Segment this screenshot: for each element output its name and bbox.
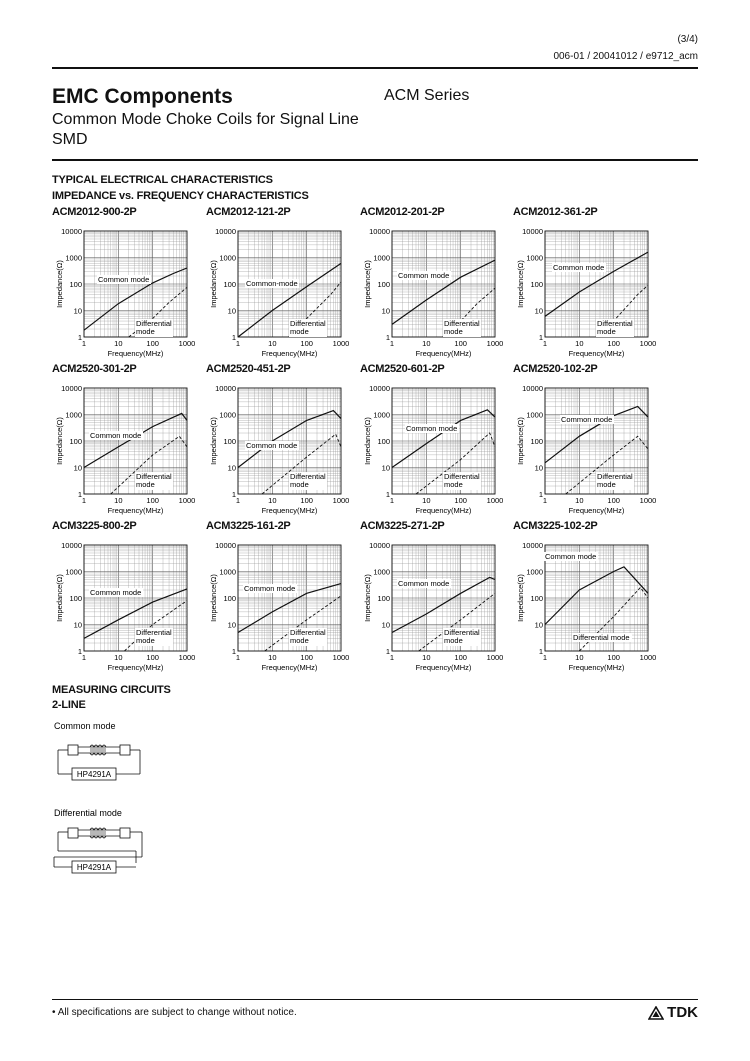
- x-tick-label: 10: [114, 496, 123, 505]
- x-tick-label: 1000: [639, 496, 657, 505]
- y-tick-label: 100: [377, 594, 390, 603]
- x-axis-label: Frequency(MHz): [568, 506, 625, 515]
- x-tick-label: 10: [575, 653, 584, 662]
- y-tick-label: 1: [231, 490, 236, 499]
- y-tick-label: 1: [385, 490, 390, 499]
- impedance-chart: [206, 365, 356, 515]
- differential-mode-label: Differential: [290, 472, 326, 481]
- chart-title: ACM2520-601-2P: [360, 363, 445, 375]
- chart-title: ACM2012-121-2P: [206, 206, 291, 218]
- y-axis-label: Impedance(Ω): [516, 574, 525, 622]
- x-tick-label: 1000: [178, 339, 196, 348]
- x-tick-label: 1: [235, 496, 241, 505]
- y-tick-label: 10000: [369, 227, 390, 236]
- chart-title: ACM2520-301-2P: [52, 363, 137, 375]
- x-axis-label: Frequency(MHz): [107, 349, 164, 358]
- y-tick-label: 10: [381, 463, 390, 473]
- chart-title: ACM2012-900-2P: [52, 206, 137, 218]
- y-axis-label: Impedance(Ω): [55, 417, 64, 465]
- y-tick-label: 10: [73, 306, 82, 316]
- x-tick-label: 1000: [332, 339, 350, 348]
- connector-left: [68, 745, 78, 755]
- y-tick-label: 1000: [65, 567, 82, 577]
- y-tick-label: 1: [231, 333, 236, 342]
- x-tick-label: 100: [454, 653, 467, 662]
- y-tick-label: 10: [534, 306, 543, 316]
- y-tick-label: 1: [385, 333, 390, 342]
- tdk-logo-icon: [648, 1006, 664, 1020]
- y-tick-label: 1000: [65, 410, 82, 420]
- x-tick-label: 1000: [332, 653, 350, 662]
- x-tick-label: 100: [300, 496, 313, 505]
- x-tick-label: 100: [146, 496, 159, 505]
- chart-title: ACM2520-451-2P: [206, 363, 291, 375]
- differential-mode-label: Differential: [444, 472, 480, 481]
- y-tick-label: 10: [534, 463, 543, 473]
- common-mode-label: Common mode: [98, 275, 150, 284]
- chart-title: ACM2520-102-2P: [513, 363, 598, 375]
- differential-mode-label-2: mode: [136, 480, 155, 489]
- common-mode-label: Common mode: [244, 584, 296, 593]
- x-tick-label: 1000: [178, 496, 196, 505]
- x-axis-label: Frequency(MHz): [415, 349, 472, 358]
- subtitle-line-1: Common Mode Choke Coils for Signal Line: [52, 111, 359, 128]
- section-impedance-heading: IMPEDANCE vs. FREQUENCY CHARACTERISTICS: [52, 190, 309, 202]
- x-axis-label: Frequency(MHz): [107, 506, 164, 515]
- x-tick-label: 1000: [486, 339, 504, 348]
- y-tick-label: 1000: [219, 253, 236, 263]
- x-tick-label: 100: [300, 339, 313, 348]
- y-tick-label: 10000: [215, 384, 236, 393]
- y-tick-label: 10000: [215, 541, 236, 550]
- differential-mode-label-2: mode: [290, 327, 309, 336]
- common-mode-label: Common mode: [246, 441, 298, 450]
- x-axis-label: Frequency(MHz): [261, 663, 318, 672]
- y-tick-label: 10000: [522, 227, 543, 236]
- x-tick-label: 10: [575, 496, 584, 505]
- common-mode-label: Common mode: [90, 588, 142, 597]
- series-name: ACM Series: [384, 87, 470, 104]
- y-tick-label: 100: [530, 280, 543, 289]
- impedance-chart: [360, 522, 510, 672]
- y-tick-label: 1: [538, 333, 543, 342]
- instrument-label: HP4291A: [76, 863, 112, 872]
- y-tick-label: 1000: [373, 567, 390, 577]
- x-tick-label: 100: [146, 653, 159, 662]
- y-tick-label: 1000: [219, 567, 236, 577]
- connector-left: [68, 828, 78, 838]
- impedance-chart: [360, 208, 510, 358]
- x-tick-label: 1: [389, 653, 395, 662]
- x-axis-label: Frequency(MHz): [261, 506, 318, 515]
- x-tick-label: 100: [607, 339, 620, 348]
- differential-mode-label: Differential: [136, 319, 172, 328]
- x-tick-label: 1: [235, 339, 241, 348]
- y-tick-label: 100: [69, 594, 82, 603]
- differential-mode-circuit-diagram: [52, 805, 162, 877]
- common-mode-label: Common mode: [398, 271, 450, 280]
- y-tick-label: 100: [223, 594, 236, 603]
- y-tick-label: 100: [223, 437, 236, 446]
- y-tick-label: 1: [538, 490, 543, 499]
- y-axis-label: Impedance(Ω): [55, 574, 64, 622]
- y-tick-label: 1: [77, 647, 82, 656]
- x-axis-label: Frequency(MHz): [568, 663, 625, 672]
- connector-right: [120, 745, 130, 755]
- y-tick-label: 1000: [526, 410, 543, 420]
- differential-mode-label: Differential: [444, 628, 480, 637]
- chart-title: ACM3225-271-2P: [360, 520, 445, 532]
- differential-mode-label-2: mode: [290, 480, 309, 489]
- document-id: 006-01 / 20041012 / e9712_acm: [553, 51, 698, 62]
- x-tick-label: 10: [268, 496, 277, 505]
- tdk-logo: [648, 1004, 698, 1021]
- x-axis-label: Frequency(MHz): [415, 506, 472, 515]
- x-tick-label: 1: [389, 339, 395, 348]
- x-tick-label: 100: [607, 653, 620, 662]
- common-mode-label: Common mode: [545, 552, 597, 561]
- section-typical-heading: TYPICAL ELECTRICAL CHARACTERISTICS: [52, 174, 273, 186]
- differential-mode-label: Differential: [444, 319, 480, 328]
- differential-mode-label-2: mode: [597, 327, 616, 336]
- y-tick-label: 1000: [526, 567, 543, 577]
- x-tick-label: 100: [607, 496, 620, 505]
- x-tick-label: 1000: [332, 496, 350, 505]
- x-tick-label: 10: [422, 653, 431, 662]
- differential-mode-label: Differential: [597, 319, 633, 328]
- y-tick-label: 1000: [373, 410, 390, 420]
- instrument-label: HP4291A: [76, 770, 112, 779]
- y-tick-label: 1000: [373, 253, 390, 263]
- y-tick-label: 10: [227, 620, 236, 630]
- y-tick-label: 1000: [526, 253, 543, 263]
- two-line-heading: 2-LINE: [52, 699, 86, 711]
- y-tick-label: 1: [77, 333, 82, 342]
- page-title: EMC Components: [52, 85, 233, 108]
- differential-mode-label: Differential: [290, 628, 326, 637]
- x-tick-label: 10: [114, 653, 123, 662]
- x-tick-label: 1: [235, 653, 241, 662]
- x-tick-label: 100: [146, 339, 159, 348]
- differential-mode-label: Differential: [290, 319, 326, 328]
- differential-mode-label-2: mode: [444, 327, 463, 336]
- y-tick-label: 100: [377, 437, 390, 446]
- header-rule: [52, 67, 698, 69]
- impedance-chart: [513, 208, 663, 358]
- chart-title: ACM3225-800-2P: [52, 520, 137, 532]
- x-tick-label: 10: [114, 339, 123, 348]
- x-tick-label: 1000: [486, 653, 504, 662]
- x-tick-label: 10: [422, 496, 431, 505]
- y-axis-label: Impedance(Ω): [363, 574, 372, 622]
- x-tick-label: 1: [542, 653, 548, 662]
- impedance-chart: [513, 522, 663, 672]
- footer-rule: [52, 999, 698, 1000]
- y-tick-label: 10000: [61, 541, 82, 550]
- common-mode-label: Common mode: [398, 579, 450, 588]
- chart-title: ACM2012-201-2P: [360, 206, 445, 218]
- y-tick-label: 1000: [219, 410, 236, 420]
- x-tick-label: 10: [268, 653, 277, 662]
- differential-mode-label-2: mode: [136, 636, 155, 645]
- impedance-chart: [360, 365, 510, 515]
- differential-mode-label: Differential: [597, 472, 633, 481]
- x-tick-label: 10: [575, 339, 584, 348]
- y-tick-label: 100: [530, 437, 543, 446]
- x-tick-label: 1000: [178, 653, 196, 662]
- common-mode-label: Common-mode: [246, 279, 298, 288]
- differential-mode-label-2: mode: [597, 480, 616, 489]
- impedance-chart: [52, 365, 202, 515]
- chart-title: ACM2012-361-2P: [513, 206, 598, 218]
- y-tick-label: 10000: [369, 384, 390, 393]
- x-tick-label: 100: [454, 339, 467, 348]
- x-tick-label: 1: [542, 339, 548, 348]
- y-tick-label: 10: [381, 306, 390, 316]
- x-axis-label: Frequency(MHz): [568, 349, 625, 358]
- y-tick-label: 10: [381, 620, 390, 630]
- x-tick-label: 1000: [486, 496, 504, 505]
- x-axis-label: Frequency(MHz): [261, 349, 318, 358]
- choke-coil-icon: [90, 828, 106, 838]
- subtitle-line-2: SMD: [52, 131, 88, 148]
- y-axis-label: Impedance(Ω): [363, 260, 372, 308]
- x-tick-label: 1000: [639, 653, 657, 662]
- chart-title: ACM3225-102-2P: [513, 520, 598, 532]
- y-tick-label: 10: [534, 620, 543, 630]
- differential-mode-label-2: mode: [290, 636, 309, 645]
- y-tick-label: 10000: [215, 227, 236, 236]
- y-tick-label: 100: [223, 280, 236, 289]
- common-mode-label: Common mode: [406, 424, 458, 433]
- y-tick-label: 10000: [522, 541, 543, 550]
- impedance-chart: [52, 208, 202, 358]
- x-tick-label: 1: [81, 653, 87, 662]
- impedance-chart: [52, 522, 202, 672]
- differential-mode-label-2: mode: [444, 480, 463, 489]
- y-tick-label: 10000: [61, 384, 82, 393]
- common-mode-circuit-diagram: [52, 718, 162, 788]
- x-tick-label: 10: [422, 339, 431, 348]
- differential-mode-circuit-label: Differential mode: [54, 808, 122, 818]
- y-axis-label: Impedance(Ω): [516, 417, 525, 465]
- x-tick-label: 1000: [639, 339, 657, 348]
- x-tick-label: 10: [268, 339, 277, 348]
- tdk-logo-text: TDK: [667, 1004, 698, 1021]
- y-axis-label: Impedance(Ω): [209, 260, 218, 308]
- y-tick-label: 100: [69, 437, 82, 446]
- y-axis-label: Impedance(Ω): [363, 417, 372, 465]
- y-tick-label: 1000: [65, 253, 82, 263]
- x-tick-label: 1: [81, 339, 87, 348]
- common-mode-series-line: [238, 411, 341, 468]
- y-tick-label: 10000: [522, 384, 543, 393]
- y-axis-label: Impedance(Ω): [55, 260, 64, 308]
- section-rule: [52, 159, 698, 161]
- y-tick-label: 10: [73, 620, 82, 630]
- y-tick-label: 1: [538, 647, 543, 656]
- y-tick-label: 10: [227, 463, 236, 473]
- y-axis-label: Impedance(Ω): [516, 260, 525, 308]
- y-tick-label: 10: [227, 306, 236, 316]
- y-axis-label: Impedance(Ω): [209, 574, 218, 622]
- common-mode-label: Common mode: [90, 431, 142, 440]
- page-subtitle: [52, 110, 359, 150]
- differential-mode-label-2: mode: [136, 327, 155, 336]
- x-tick-label: 1: [542, 496, 548, 505]
- footer-note: • All specifications are subject to change without notice.: [52, 1007, 297, 1018]
- differential-mode-label: Differential: [136, 472, 172, 481]
- y-axis-label: Impedance(Ω): [209, 417, 218, 465]
- differential-mode-label: Differential: [136, 628, 172, 637]
- impedance-chart: [206, 208, 356, 358]
- y-tick-label: 10000: [61, 227, 82, 236]
- measuring-circuits-heading: MEASURING CIRCUITS: [52, 684, 171, 696]
- impedance-chart: [206, 522, 356, 672]
- y-tick-label: 1: [385, 647, 390, 656]
- y-tick-label: 1: [77, 490, 82, 499]
- x-tick-label: 100: [454, 496, 467, 505]
- x-axis-label: Frequency(MHz): [107, 663, 164, 672]
- x-tick-label: 1: [389, 496, 395, 505]
- common-mode-label: Common mode: [553, 263, 605, 272]
- differential-mode-label: Differential mode: [573, 633, 630, 642]
- connector-right: [120, 828, 130, 838]
- y-tick-label: 10: [73, 463, 82, 473]
- page-number: (3/4): [677, 34, 698, 45]
- y-tick-label: 100: [530, 594, 543, 603]
- y-tick-label: 100: [69, 280, 82, 289]
- x-tick-label: 1: [81, 496, 87, 505]
- x-axis-label: Frequency(MHz): [415, 663, 472, 672]
- x-tick-label: 100: [300, 653, 313, 662]
- y-tick-label: 10000: [369, 541, 390, 550]
- differential-mode-label-2: mode: [444, 636, 463, 645]
- common-mode-circuit-label: Common mode: [54, 721, 116, 731]
- impedance-chart: [513, 365, 663, 515]
- y-tick-label: 1: [231, 647, 236, 656]
- common-mode-label: Common mode: [561, 415, 613, 424]
- chart-title: ACM3225-161-2P: [206, 520, 291, 532]
- choke-coil-icon: [90, 745, 106, 755]
- y-tick-label: 100: [377, 280, 390, 289]
